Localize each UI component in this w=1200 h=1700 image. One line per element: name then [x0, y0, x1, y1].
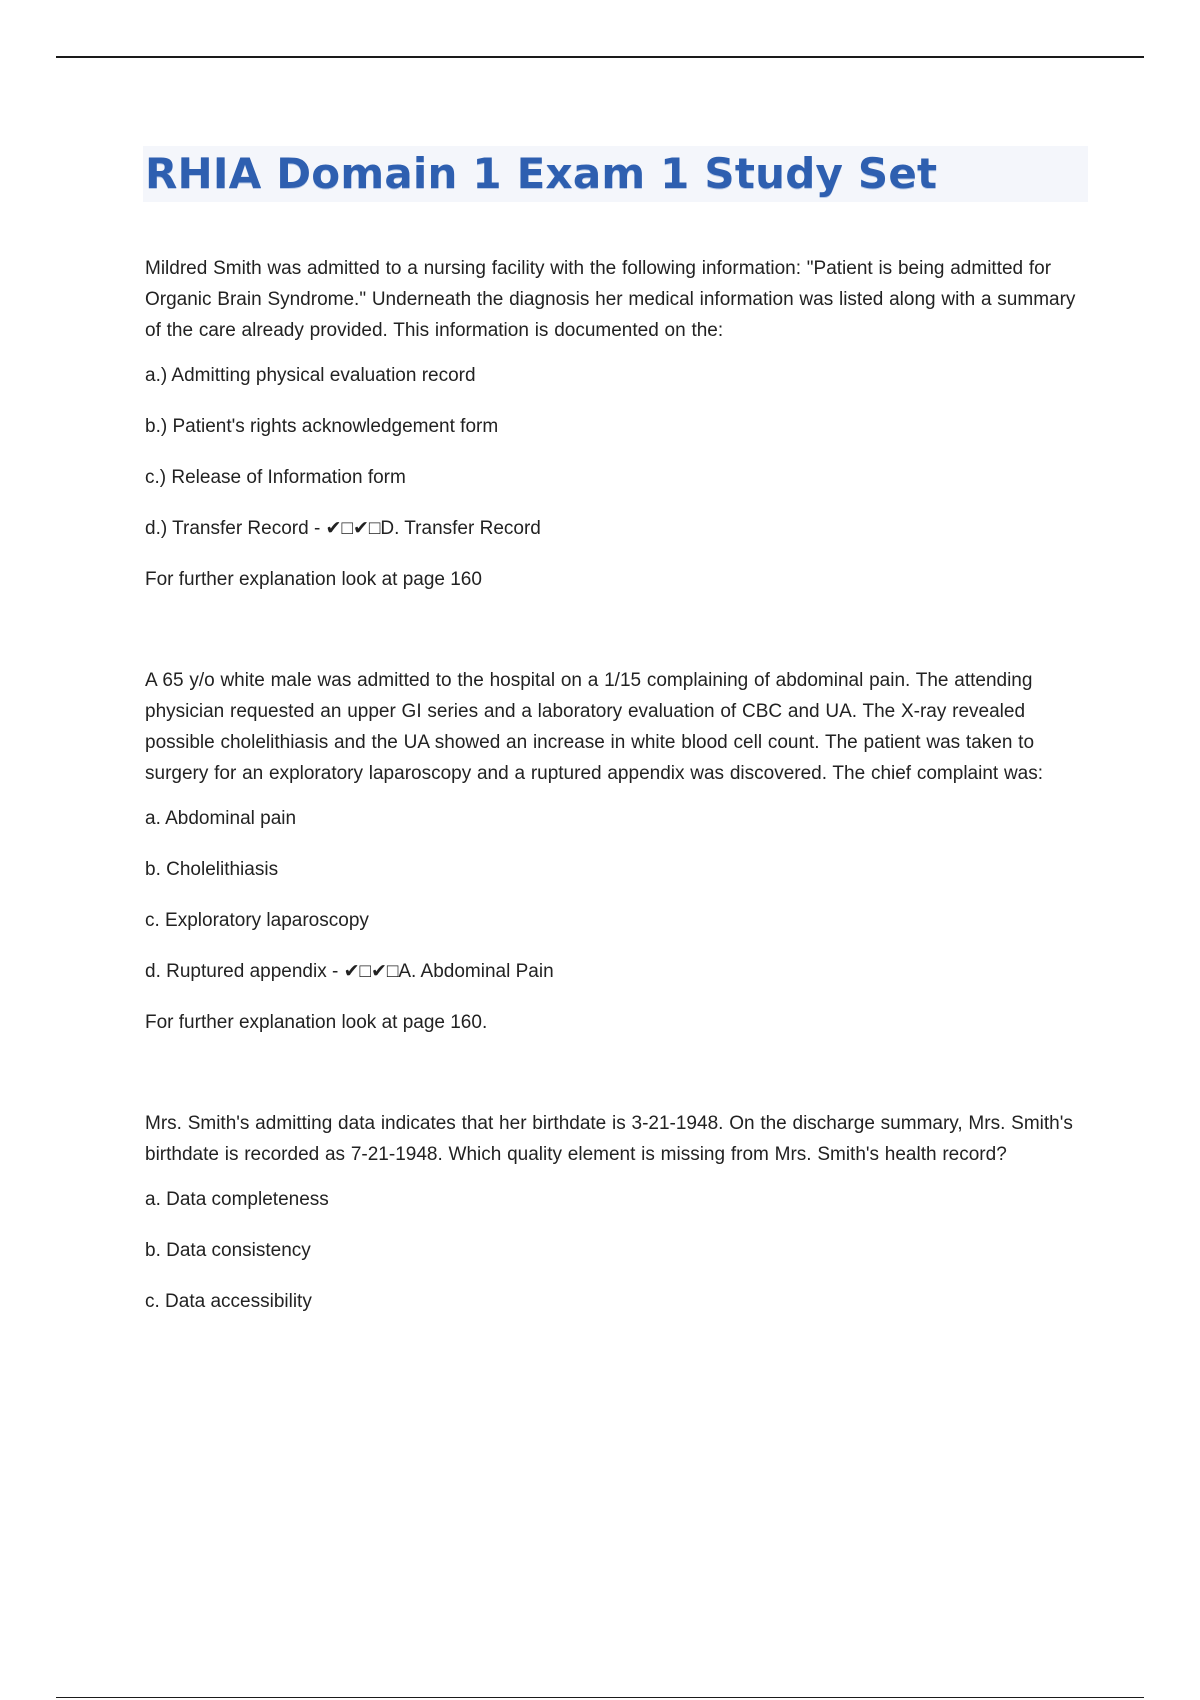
answer-option-b: b. Data consistency — [145, 1240, 311, 1261]
answer-option-a: a. Data completeness — [145, 1189, 329, 1210]
header-rule — [56, 56, 1144, 58]
question-block-3 — [145, 1108, 1095, 1315]
document-body — [145, 146, 1095, 1315]
answer-option-b: b.) Patient's rights acknowledgement form — [145, 416, 499, 437]
question-block-1 — [145, 253, 1095, 593]
answer-option-d: d. Ruptured appendix - ✔□✔□A. Abdominal Pain — [145, 961, 554, 982]
explanation-note: For further explanation look at page 160 — [145, 569, 482, 590]
question-text: Mrs. Smith's admitting data indicates that her birthdate is 3-21-1948. On the discharge summary, Mrs. Smith's birthdate is recorded as 7-21-1948. Which quality element is missing from Mrs. Smith's health record? — [145, 1113, 1073, 1165]
question-block-2 — [145, 665, 1095, 1036]
title-band — [143, 146, 1088, 202]
answer-option-c: c.) Release of Information form — [145, 467, 406, 488]
question-text: A 65 y/o white male was admitted to the hospital on a 1/15 complaining of abdominal pain. The attending physician requested an upper GI series and a laboratory evaluation of CBC and UA. The X-ray revealed possible cholelithiasis and the UA showed an increase in white blood cell count. The patient was taken to surgery for an exploratory laparoscopy and a ruptured appendix was discovered. The chief complaint was: — [145, 670, 1044, 784]
answer-option-b: b. Cholelithiasis — [145, 859, 279, 880]
document-title: RHIA Domain 1 Exam 1 Study Set — [145, 149, 938, 198]
answer-option-c: c. Data accessibility — [145, 1291, 312, 1312]
explanation-note: For further explanation look at page 160. — [145, 1012, 488, 1033]
answer-option-c: c. Exploratory laparoscopy — [145, 910, 369, 931]
question-text: Mildred Smith was admitted to a nursing facility with the following information: "Patient is being admitted for Organic Brain Syndrome." Underneath the diagnosis her medical information was listed along with a summary of the care already provided. This information is documented on the: — [145, 258, 1076, 341]
answer-option-a: a. Abdominal pain — [145, 808, 297, 829]
footer-rule — [56, 1697, 1144, 1698]
answer-option-d: d.) Transfer Record - ✔□✔□D. Transfer Record — [145, 518, 541, 539]
answer-option-a: a.) Admitting physical evaluation record — [145, 365, 476, 386]
